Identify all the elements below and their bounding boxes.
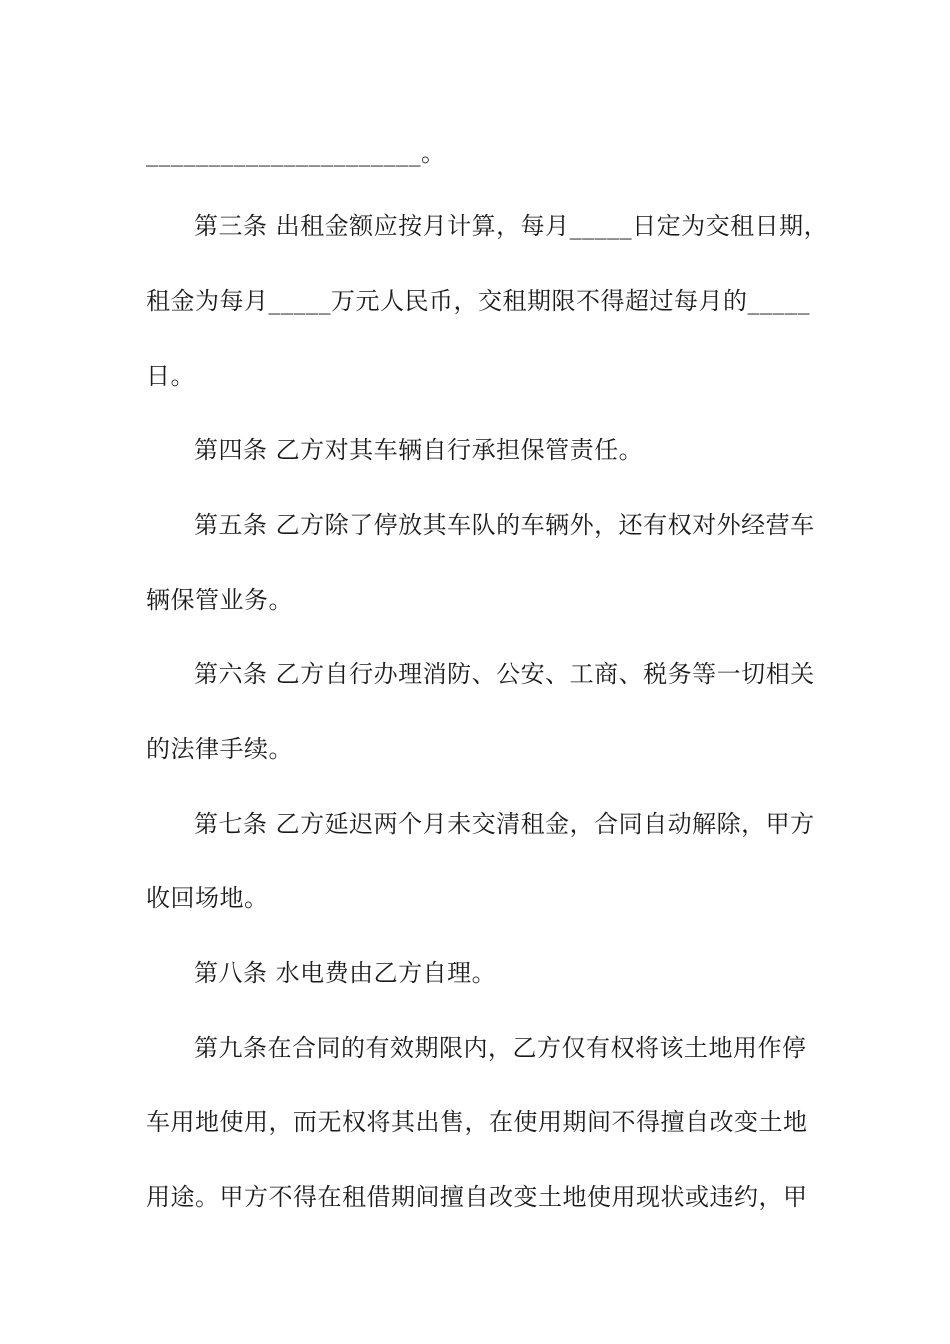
article-7-line-2: 收回场地。 xyxy=(146,884,269,912)
article-3-line-1: 第三条 出租金额应按月计算，每月_____日定为交租日期， xyxy=(194,212,829,240)
article-9-line-2: 车用地使用，而无权将其出售，在使用期间不得擅自改变土地 xyxy=(146,1108,808,1136)
article-5-line-2: 辆保管业务。 xyxy=(146,586,293,614)
article-8-line-1: 第八条 水电费由乙方自理。 xyxy=(194,959,497,987)
article-5-line-1: 第五条 乙方除了停放其车队的车辆外，还有权对外经营车 xyxy=(194,511,815,539)
article-4-line-1: 第四条 乙方对其车辆自行承担保管责任。 xyxy=(194,436,644,464)
article-3-line-3: 日。 xyxy=(146,362,195,390)
article-9-line-3: 用途。甲方不得在租借期间擅自改变土地使用现状或违约，甲 xyxy=(146,1183,808,1211)
article-6-line-2: 的法律手续。 xyxy=(146,735,293,763)
article-3-line-2: 租金为每月_____万元人民币，交租期限不得超过每月的_____ xyxy=(146,287,810,315)
article-7-line-1: 第七条 乙方延迟两个月未交清租金，合同自动解除，甲方 xyxy=(194,810,815,838)
article-6-line-1: 第六条 乙方自行办理消防、公安、工商、税务等一切相关 xyxy=(194,660,815,688)
blank-line-end: ______________________。 xyxy=(146,139,446,167)
article-9-line-1: 第九条在合同的有效期限内，乙方仅有权将该土地用作停 xyxy=(194,1034,807,1062)
